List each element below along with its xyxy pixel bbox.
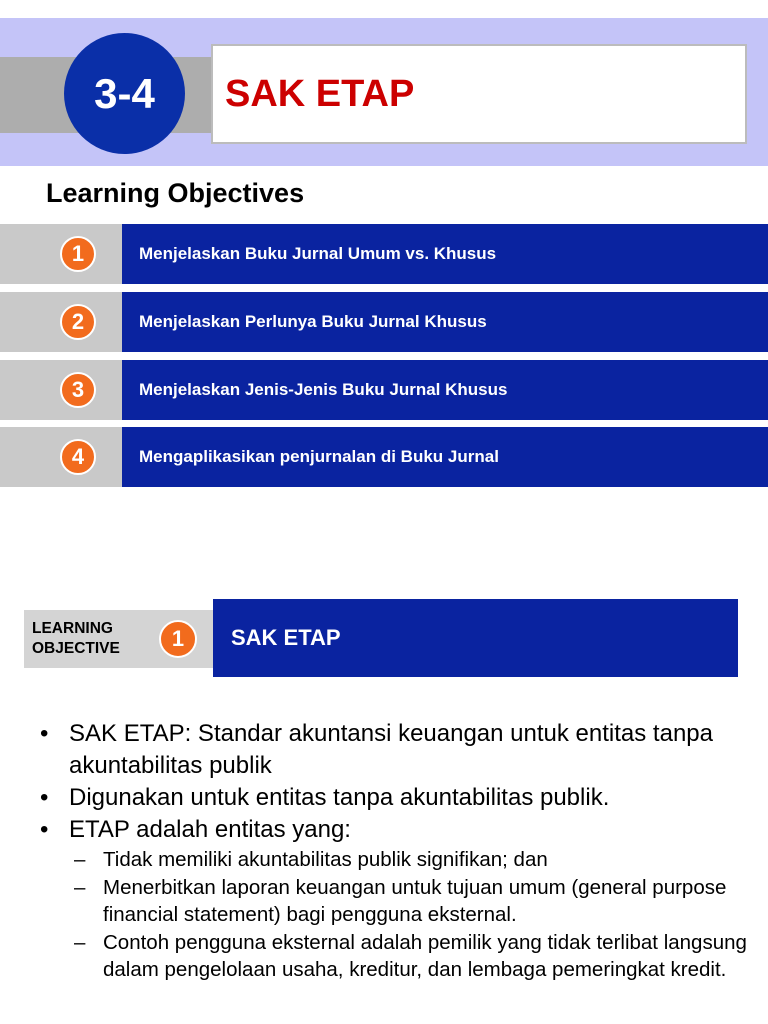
bullet-item: • ETAP adalah entitas yang: [40, 814, 755, 846]
objective-row-4 [0, 427, 768, 487]
learning-objective-label: LEARNING OBJECTIVE [32, 620, 120, 657]
objective-row-2 [0, 292, 768, 352]
bullet-item: • Digunakan untuk entitas tanpa akuntabilitas publik. [40, 782, 755, 814]
sub-bullet-item: – Contoh pengguna eksternal adalah pemilik yang tidak terlibat langsung dalam pengelolaan usaha, kreditur, dan lembaga pemeringkat kredit. [40, 929, 755, 984]
sub-bullet-item: – Tidak memiliki akuntabilitas publik signifikan; dan [40, 846, 755, 874]
learning-objective-label-box [24, 610, 214, 668]
chapter-number-badge: 3-4 [64, 33, 185, 154]
section-number-badge: 1 [159, 620, 197, 658]
objective-text: Menjelaskan Perlunya Buku Jurnal Khusus [139, 312, 487, 331]
objective-number-badge: 4 [60, 439, 96, 475]
slide-title: SAK ETAP [225, 72, 415, 115]
objective-text: Menjelaskan Jenis-Jenis Buku Jurnal Khusus [139, 380, 508, 399]
objective-row-3 [0, 360, 768, 420]
objective-text: Mengaplikasikan penjurnalan di Buku Jurnal [139, 447, 499, 466]
content-body [40, 718, 755, 984]
objective-number-badge: 1 [60, 236, 96, 272]
objective-number-badge: 2 [60, 304, 96, 340]
objective-row-1 [0, 224, 768, 284]
section-title: SAK ETAP [231, 625, 341, 650]
objective-number-badge: 3 [60, 372, 96, 408]
objective-text: Menjelaskan Buku Jurnal Umum vs. Khusus [139, 244, 497, 263]
section-title-box [213, 599, 738, 677]
title-box [211, 44, 747, 144]
sub-bullet-item: – Menerbitkan laporan keuangan untuk tujuan umum (general purpose financial statement) bagi pengguna eksternal. [40, 874, 755, 929]
learning-objectives-heading: Learning Objectives [46, 178, 305, 208]
bullet-item: • SAK ETAP: Standar akuntansi keuangan untuk entitas tanpa akuntabilitas publik [40, 718, 755, 782]
